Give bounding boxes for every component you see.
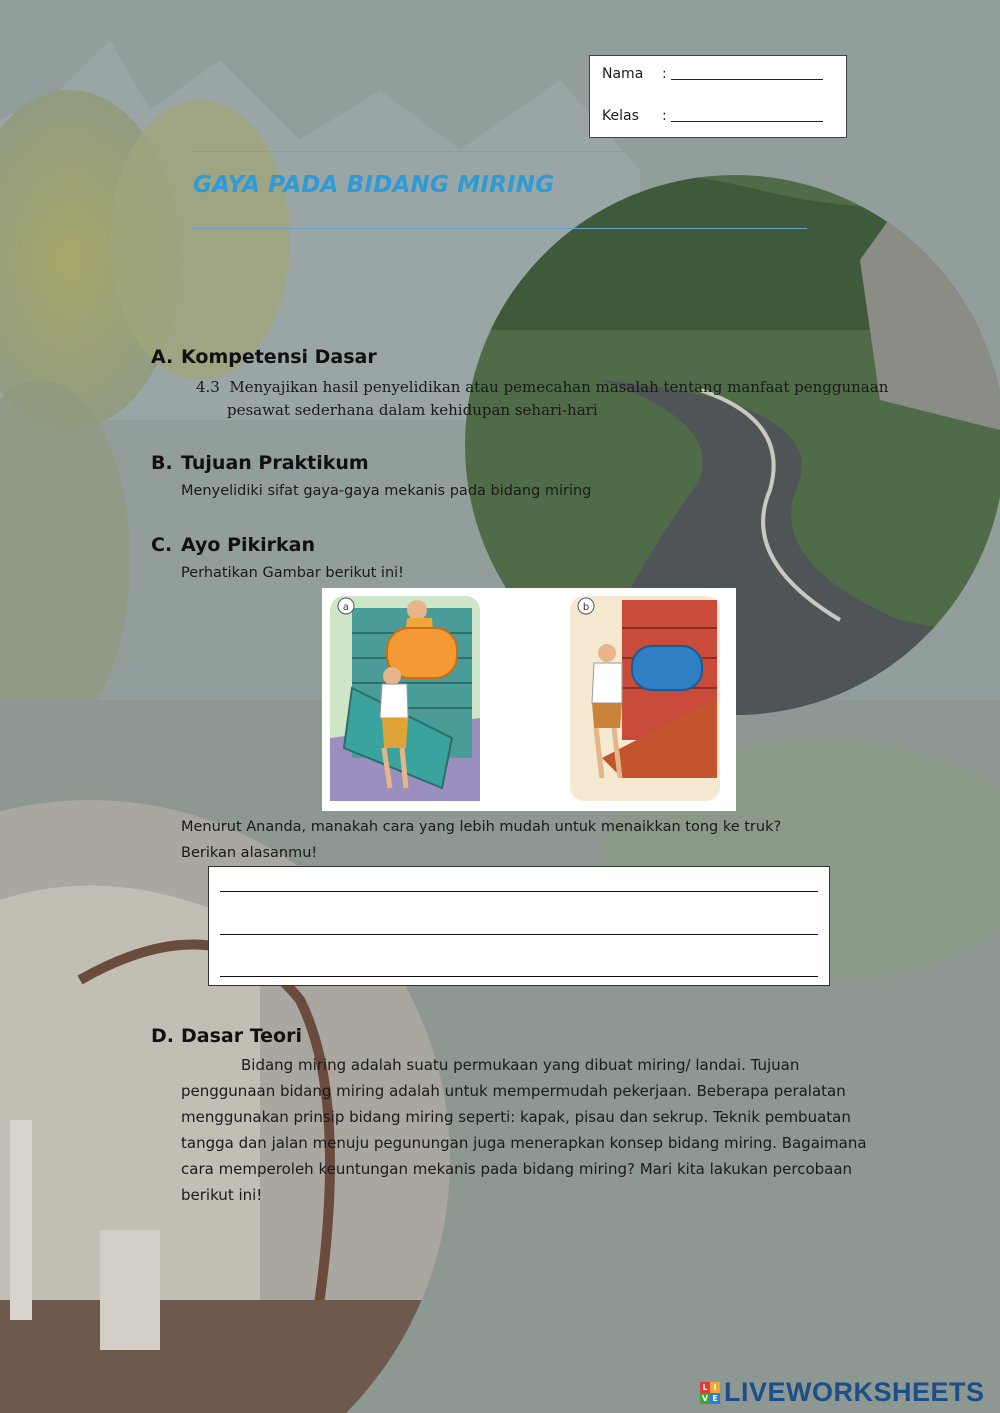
liveworksheets-logo — [700, 1377, 985, 1408]
panel-a-label: a — [342, 602, 350, 613]
logo-mark-i: I — [710, 1382, 720, 1393]
page-title: GAYA PADA BIDANG MIRING — [193, 172, 555, 198]
theory-line: Bidang miring adalah suatu permukaan yang dibuat miring/ landai. Tujuan — [241, 1056, 800, 1074]
liveworksheets-mark-icon — [700, 1382, 720, 1404]
section-c-letter: C. — [151, 534, 173, 556]
competency-number: 4.3 — [196, 378, 220, 396]
title-rule-top — [192, 151, 807, 152]
theory-line: tangga dan jalan menuju pegunungan juga menerapkan konsep bidang miring. Bagaimana — [181, 1134, 867, 1152]
barrel-figure — [322, 588, 736, 811]
section-d-heading — [151, 1025, 302, 1047]
competency-text-1: Menyajikan hasil penyelidikan atau pemecahan masalah tentang manfaat penggunaan — [229, 378, 889, 396]
logo-text: LIVEWORKSHEETS — [724, 1377, 985, 1407]
section-b-title: Tujuan Praktikum — [181, 452, 369, 474]
section-d-letter: D. — [151, 1025, 174, 1047]
section-c-heading — [151, 534, 315, 556]
class-label: Kelas — [602, 108, 639, 124]
theory-line: cara memperoleh keuntungan mekanis pada bidang miring? Mari kita lakukan percobaan — [181, 1160, 853, 1178]
answer-line-1[interactable] — [220, 891, 818, 892]
logo-mark-l: L — [700, 1382, 710, 1393]
theory-line: berikut ini! — [181, 1186, 263, 1204]
section-a-letter: A. — [151, 346, 174, 368]
panel-b-illustration — [570, 596, 720, 801]
question-line-1: Menurut Ananda, manakah cara yang lebih mudah untuk menaikkan tong ke truk? — [181, 819, 782, 835]
competency-line-2: pesawat sederhana dalam kehidupan sehari-hari — [227, 401, 598, 419]
student-info-box — [589, 55, 847, 138]
logo-mark-e: E — [710, 1393, 720, 1404]
class-blank[interactable] — [671, 107, 823, 122]
class-colon: : — [662, 108, 667, 124]
section-a-title: Kompetensi Dasar — [181, 346, 377, 368]
figure-intro: Perhatikan Gambar berikut ini! — [181, 565, 404, 581]
section-d-title: Dasar Teori — [181, 1025, 302, 1047]
answer-line-3[interactable] — [220, 976, 818, 977]
panel-b-label: b — [582, 602, 590, 613]
name-blank[interactable] — [671, 65, 823, 80]
answer-line-2[interactable] — [220, 934, 818, 935]
theory-paragraph — [181, 1052, 871, 1208]
title-rule-bottom — [192, 228, 807, 229]
objective-text: Menyelidiki sifat gaya-gaya mekanis pada bidang miring — [181, 483, 592, 499]
name-row — [602, 65, 823, 82]
section-c-title: Ayo Pikirkan — [181, 534, 316, 556]
panel-a-illustration — [330, 596, 480, 801]
logo-mark-v: V — [701, 1393, 709, 1403]
section-a-heading — [151, 346, 377, 368]
theory-line: menggunakan prinsip bidang miring seperti: kapak, pisau dan sekrup. Teknik pembuatan — [181, 1108, 851, 1126]
name-label: Nama — [602, 66, 644, 82]
answer-box[interactable] — [208, 866, 830, 986]
name-colon: : — [662, 66, 667, 82]
question-line-2: Berikan alasanmu! — [181, 845, 318, 861]
class-row — [602, 107, 823, 124]
theory-line: penggunaan bidang miring adalah untuk mempermudah pekerjaan. Beberapa peralatan — [181, 1082, 846, 1100]
section-b-heading — [151, 452, 369, 474]
section-b-letter: B. — [151, 452, 173, 474]
competency-line-1 — [196, 378, 888, 396]
